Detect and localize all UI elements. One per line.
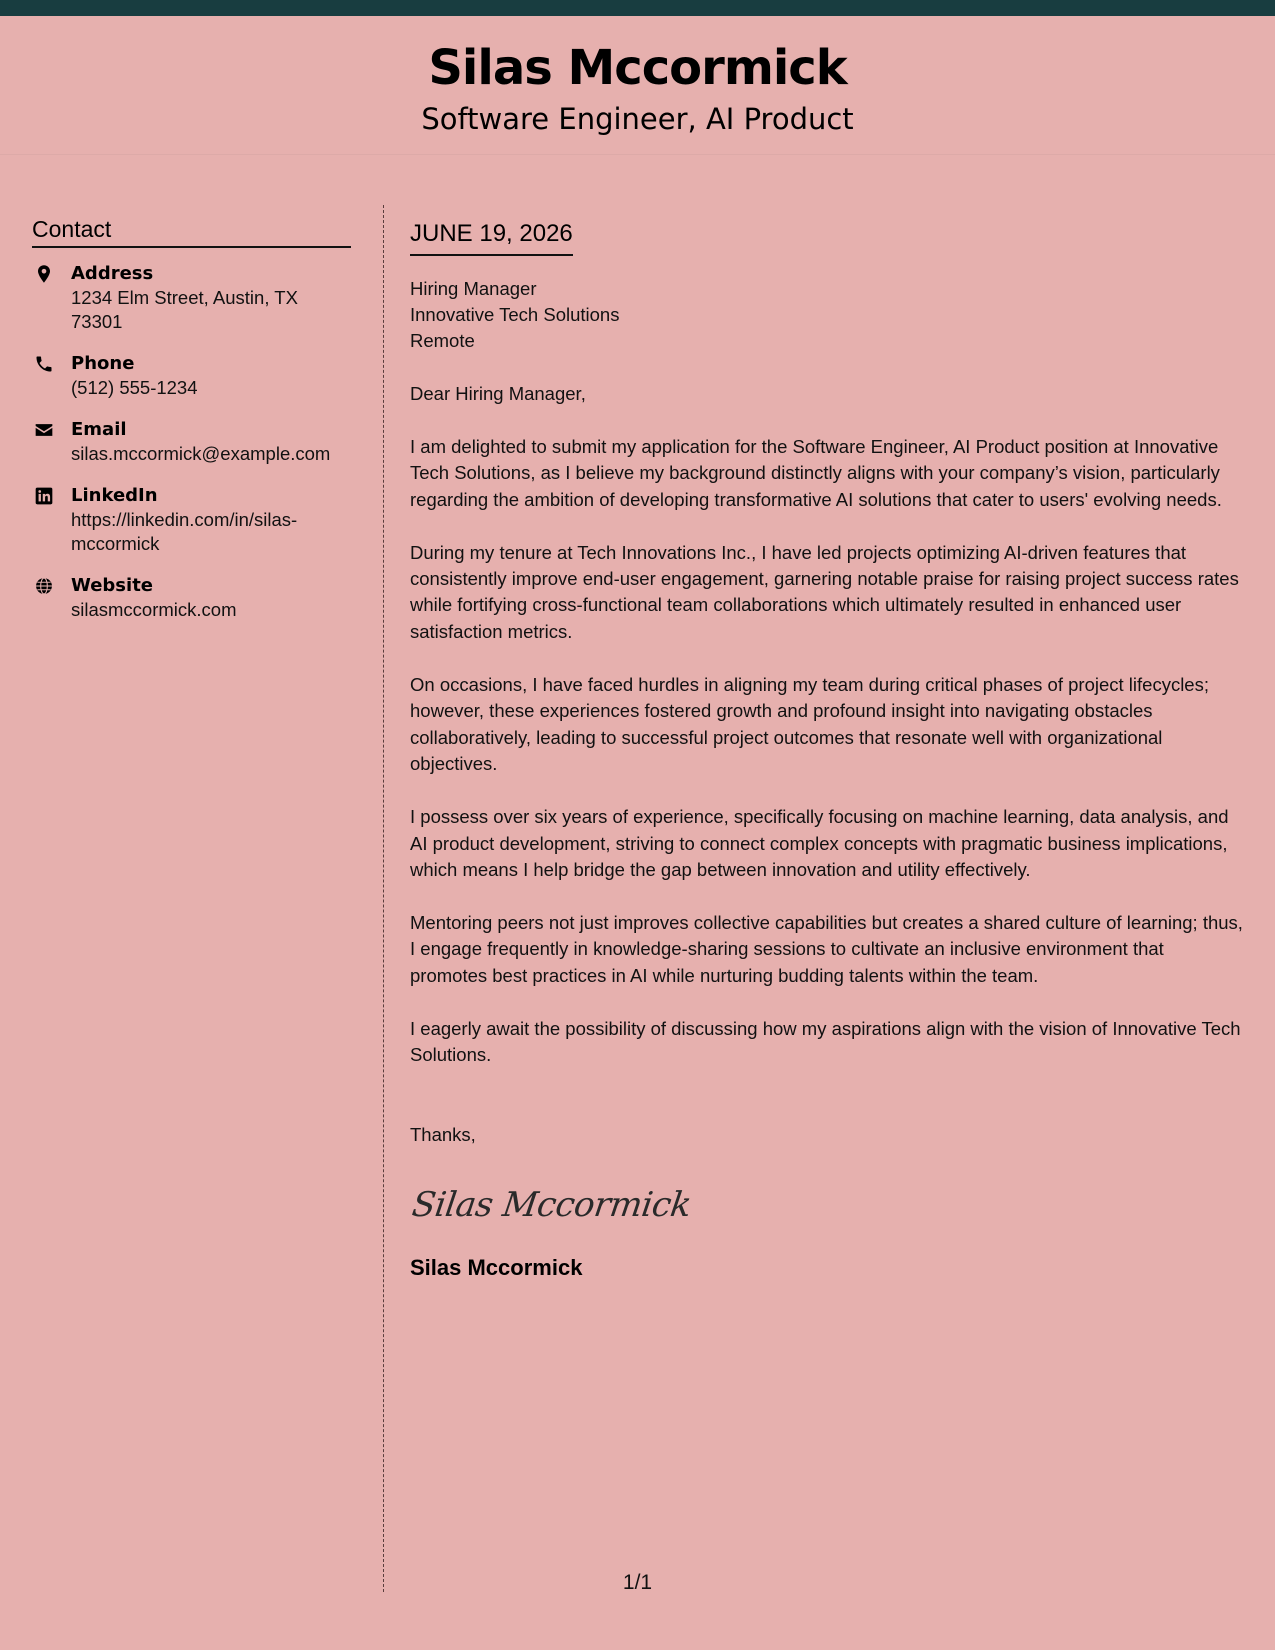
contact-email xyxy=(32,418,351,466)
letter-paragraph: Mentoring peers not just improves collective capabilities but creates a shared culture of learning; thus, I engage frequently in knowledge-sharing sessions to cultivate an inclusive environment that promotes best practices in AI while nurturing budding talents within the team. xyxy=(410,912,1243,986)
letter-date: JUNE 19, 2026 xyxy=(410,222,573,256)
linkedin-icon xyxy=(34,486,54,506)
recipient-line: Innovative Tech Solutions xyxy=(410,304,620,325)
contact-phone xyxy=(32,352,351,400)
recipient-block xyxy=(410,276,1245,354)
recipient-line: Remote xyxy=(410,330,475,351)
phone-icon xyxy=(34,354,54,374)
signature-name: Silas Mccormick xyxy=(410,1254,583,1280)
letter-paragraph: On occasions, I have faced hurdles in aligning my team during critical phases of project lifecycles; however, these experiences fostered growth and profound insight into navigating obstacles collaboratively, leading to successful project outcomes that resonate well with organizational objectives. xyxy=(410,674,1209,774)
contact-label-address: Address xyxy=(71,263,154,284)
letter-paragraph: During my tenure at Tech Innovations Inc., I have led projects optimizing AI-driven features that consistently improve end-user engagement, garnering notable praise for raising project success rates while fortifying cross-functional team collaborations which ultimately resulted in enhanced user satisfaction metrics. xyxy=(410,541,1239,642)
contact-value-phone[interactable]: (512) 555-1234 xyxy=(71,377,198,398)
salutation: Dear Hiring Manager, xyxy=(410,383,586,404)
contact-website xyxy=(32,574,351,622)
page-header xyxy=(0,16,1275,155)
contact-value-email[interactable]: silas.mccormick@example.com xyxy=(71,443,331,464)
letter-paragraph: I am delighted to submit my application for the Software Engineer, AI Product position at Innovative Tech Solutions, as I believe my background distinctly aligns with your company’s vision, particularly regarding the ambition of developing transformative AI solutions that cater to users' evolving needs. xyxy=(410,436,1222,510)
contact-value-linkedin[interactable]: https://linkedin.com/in/silas-mccormick xyxy=(71,509,298,554)
applicant-name: Silas Mccormick xyxy=(428,40,847,96)
envelope-icon xyxy=(34,420,54,440)
closing: Thanks, xyxy=(410,1123,476,1145)
letter-paragraph: I eagerly await the possibility of discussing how my aspirations align with the vision of Innovative Tech Solutions. xyxy=(410,1018,1241,1066)
recipient-line: Hiring Manager xyxy=(410,278,537,299)
column-divider xyxy=(383,205,384,1592)
contact-label-linkedin: LinkedIn xyxy=(71,485,158,506)
letter-paragraph: I possess over six years of experience, specifically focusing on machine learning, data analysis, and AI product development, striving to connect complex concepts with pragmatic business implications, which means I help bridge the gap between innovation and utility effectively. xyxy=(410,806,1229,880)
contact-address xyxy=(32,262,351,334)
page-number: 1/1 xyxy=(622,1571,653,1594)
contact-value-website[interactable]: silasmccormick.com xyxy=(71,599,237,620)
applicant-title: Software Engineer, AI Product xyxy=(421,102,854,136)
top-accent-bar xyxy=(0,0,1275,16)
globe-icon xyxy=(34,576,54,596)
contact-label-phone: Phone xyxy=(71,353,135,374)
contact-linkedin xyxy=(32,484,351,556)
contact-label-email: Email xyxy=(71,419,127,440)
contact-heading: Contact xyxy=(32,218,351,248)
contact-label-website: Website xyxy=(71,575,154,596)
handwritten-signature: Silas Mccormick xyxy=(409,1184,694,1225)
map-pin-icon xyxy=(34,264,54,284)
contact-value-address: 1234 Elm Street, Austin, TX 73301 xyxy=(71,287,298,332)
letter-body xyxy=(410,222,1245,1279)
contact-sidebar xyxy=(32,218,351,640)
